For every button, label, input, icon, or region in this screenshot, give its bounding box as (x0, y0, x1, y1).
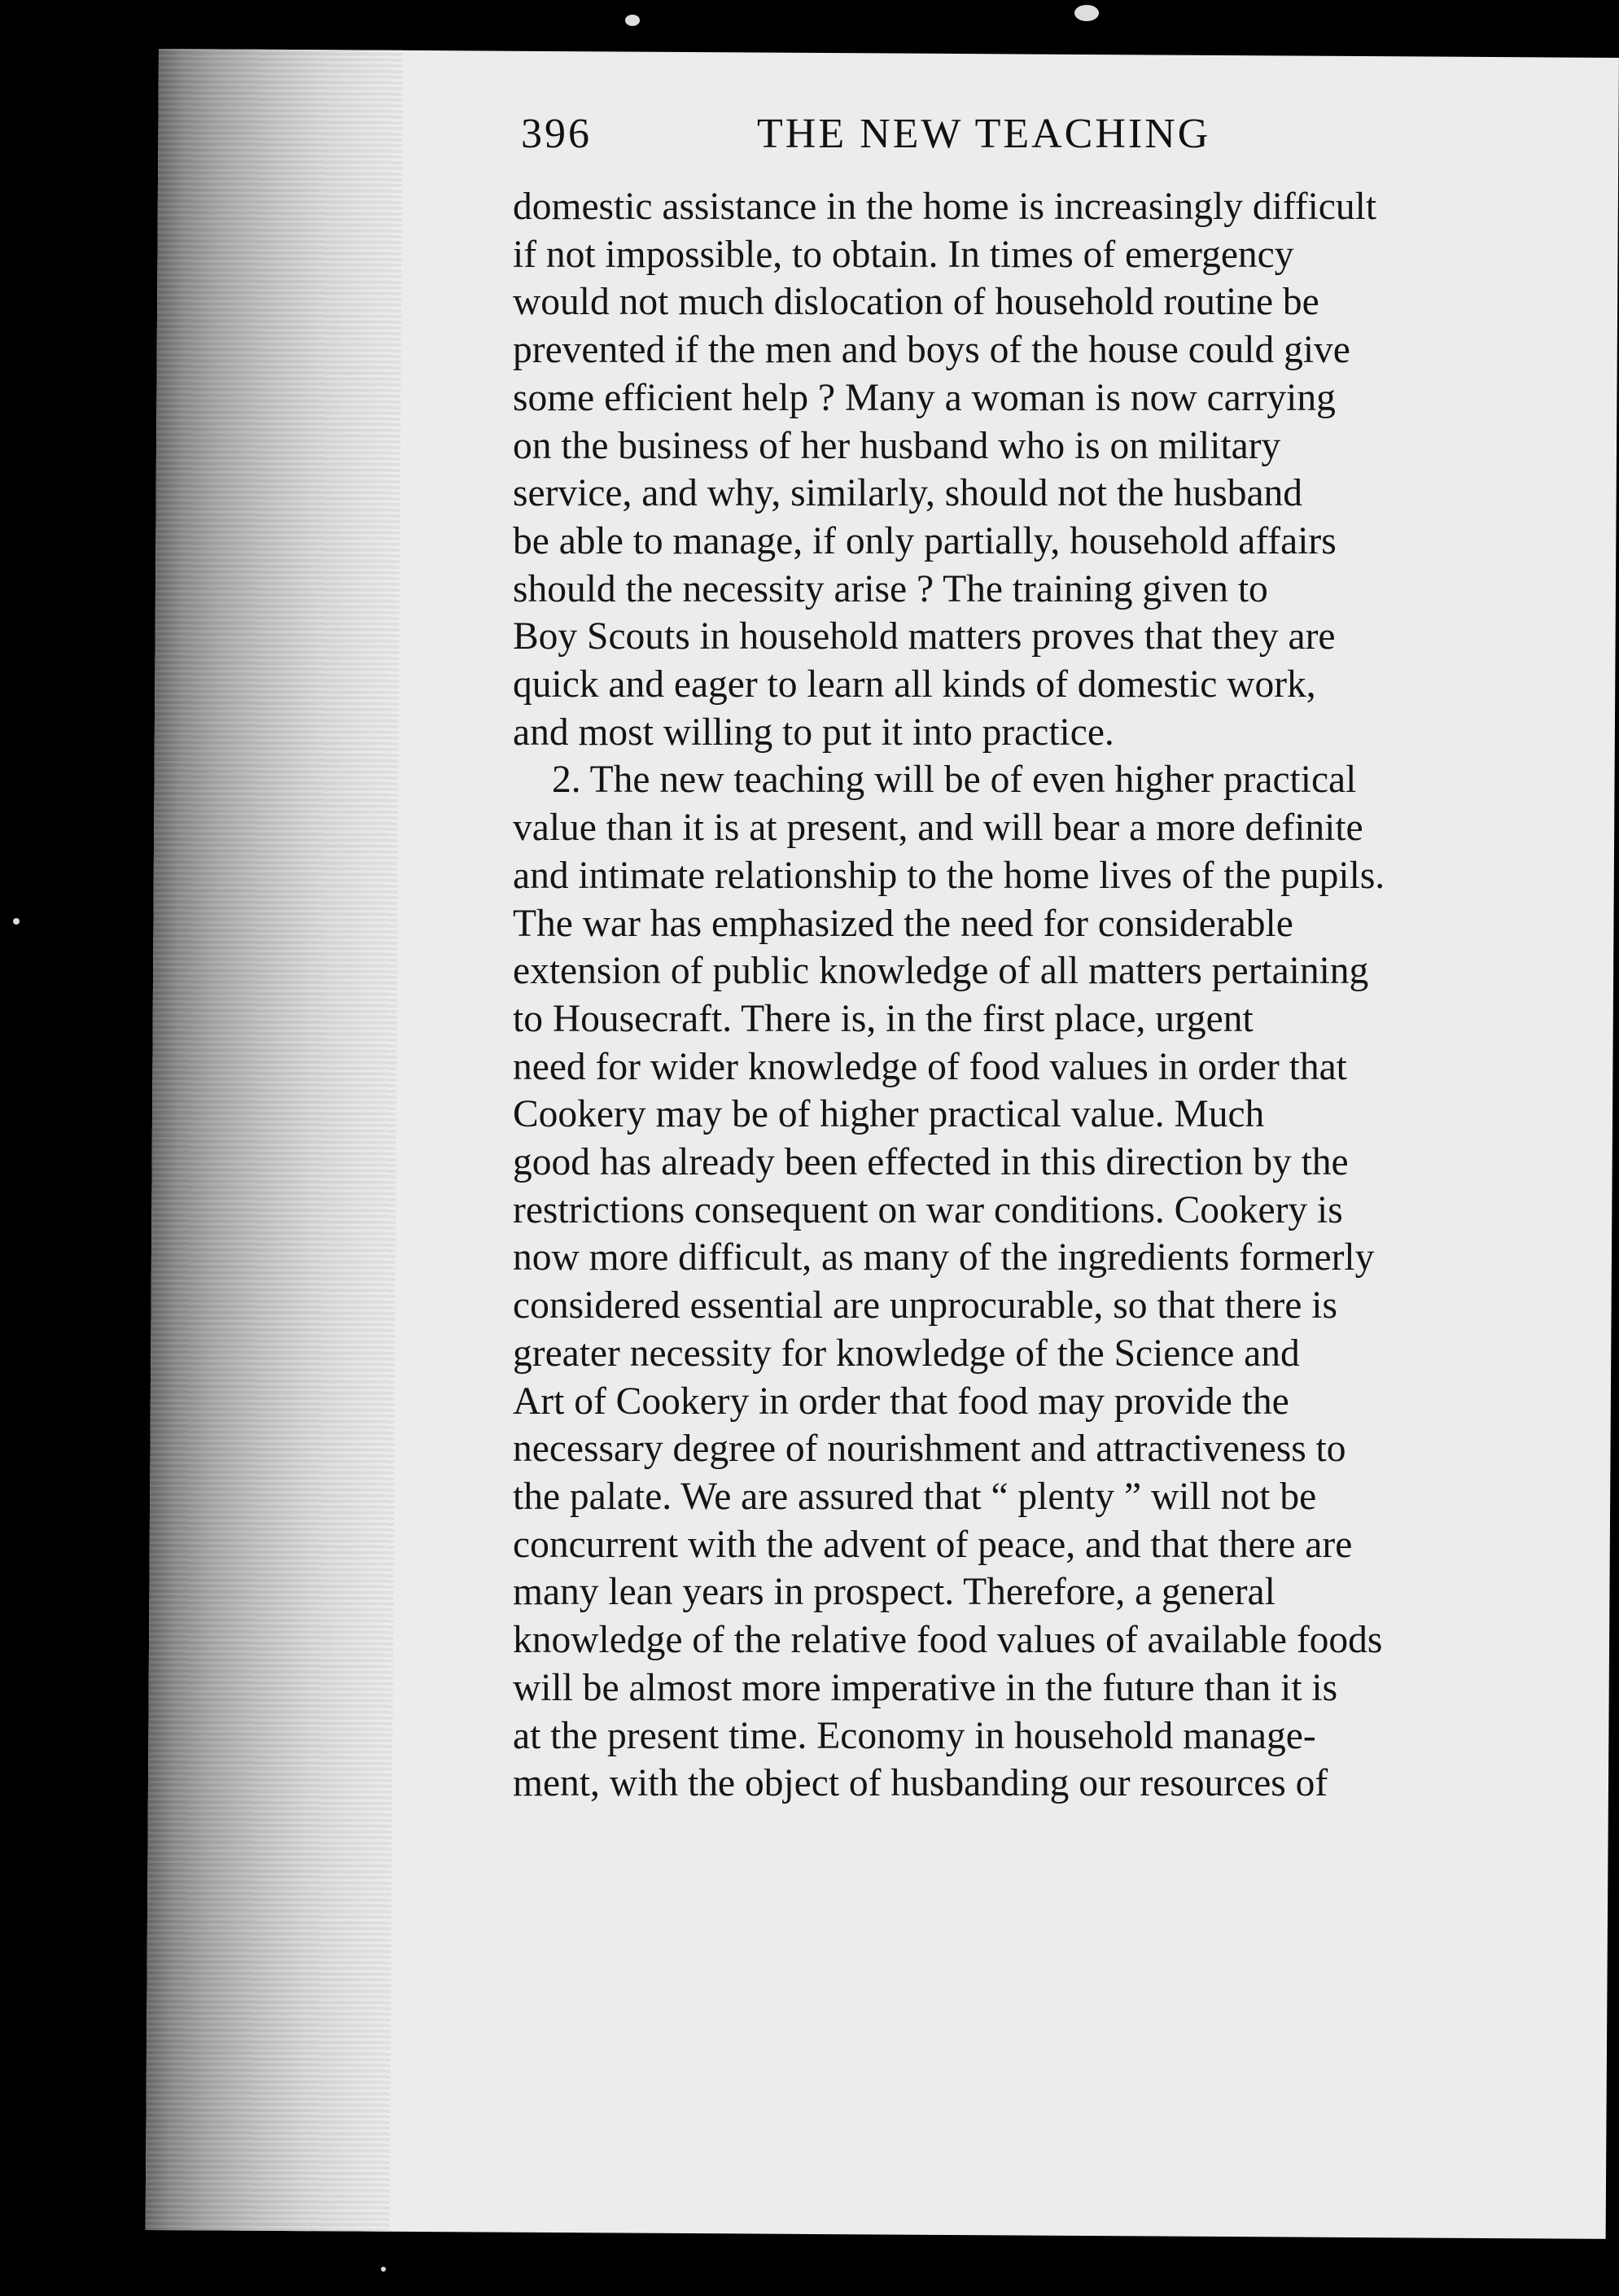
text-line: some efficient help ? Many a woman is now carrying (513, 376, 1336, 419)
text-line: The war has emphasized the need for considerable (513, 902, 1293, 945)
text-line: now more difficult, as many of the ingredients formerly (513, 1236, 1375, 1279)
text-line: to Housecraft. There is, in the first place, urgent (513, 997, 1254, 1040)
page-gutter-shadow (146, 49, 403, 2232)
text-line: extension of public knowledge of all matters pertaining (513, 950, 1369, 993)
running-head-title: THE NEW TEACHING (757, 111, 1211, 157)
text-line: Art of Cookery in order that food may provide the (513, 1380, 1289, 1423)
text-line: need for wider knowledge of food values in order that (513, 1045, 1347, 1088)
text-line: if not impossible, to obtain. In times of emergency (513, 233, 1294, 276)
text-line: considered essential are unprocurable, so that there is (513, 1284, 1337, 1327)
text-line: and most willing to put it into practice. (513, 711, 1114, 754)
text-line: Boy Scouts in household matters proves that they are (513, 615, 1336, 658)
running-head (521, 110, 1547, 158)
text-line: at the present time. Economy in household manage- (513, 1714, 1316, 1757)
text-line: necessary degree of nourishment and attractiveness to (513, 1428, 1346, 1471)
scan-speck (381, 2267, 386, 2272)
text-line: value than it is at present, and will bear a more definite (513, 807, 1363, 850)
text-line: greater necessity for knowledge of the Science and (513, 1332, 1300, 1375)
text-line: domestic assistance in the home is increasingly difficult (513, 186, 1377, 228)
paragraph-start-line: 2. The new teaching will be of even higher practical (552, 759, 1357, 802)
text-line: would not much dislocation of household routine be (513, 281, 1319, 324)
text-line: the palate. We are assured that “ plenty ” will not be (513, 1475, 1317, 1518)
text-line: prevented if the men and boys of the house could give (513, 329, 1350, 372)
page-number: 396 (521, 111, 592, 157)
text-line: should the necessity arise ? The training given to (513, 567, 1268, 610)
text-line: quick and eager to learn all kinds of domestic work, (513, 663, 1316, 706)
text-line: concurrent with the advent of peace, and that there are (513, 1523, 1353, 1566)
text-line: will be almost more imperative in the future than it is (513, 1666, 1338, 1709)
text-line: service, and why, similarly, should not the husband (513, 472, 1303, 515)
text-line: and intimate relationship to the home lives of the pupils. (513, 854, 1385, 897)
text-line: ment, with the object of husbanding our resources of (513, 1762, 1328, 1805)
body-text (513, 183, 1465, 1808)
text-line: Cookery may be of higher practical value. Much (513, 1093, 1265, 1136)
text-line: many lean years in prospect. Therefore, a general (513, 1571, 1276, 1614)
scan-speck (13, 918, 20, 925)
text-line: good has already been effected in this direction by the (513, 1141, 1349, 1184)
scan-speck (1074, 5, 1099, 21)
scan-speck (625, 15, 640, 26)
text-line: on the business of her husband who is on military (513, 424, 1281, 467)
text-line: knowledge of the relative food values of available foods (513, 1619, 1383, 1662)
text-line: be able to manage, if only partially, household affairs (513, 519, 1337, 562)
text-line: restrictions consequent on war conditions. Cookery is (513, 1188, 1343, 1231)
